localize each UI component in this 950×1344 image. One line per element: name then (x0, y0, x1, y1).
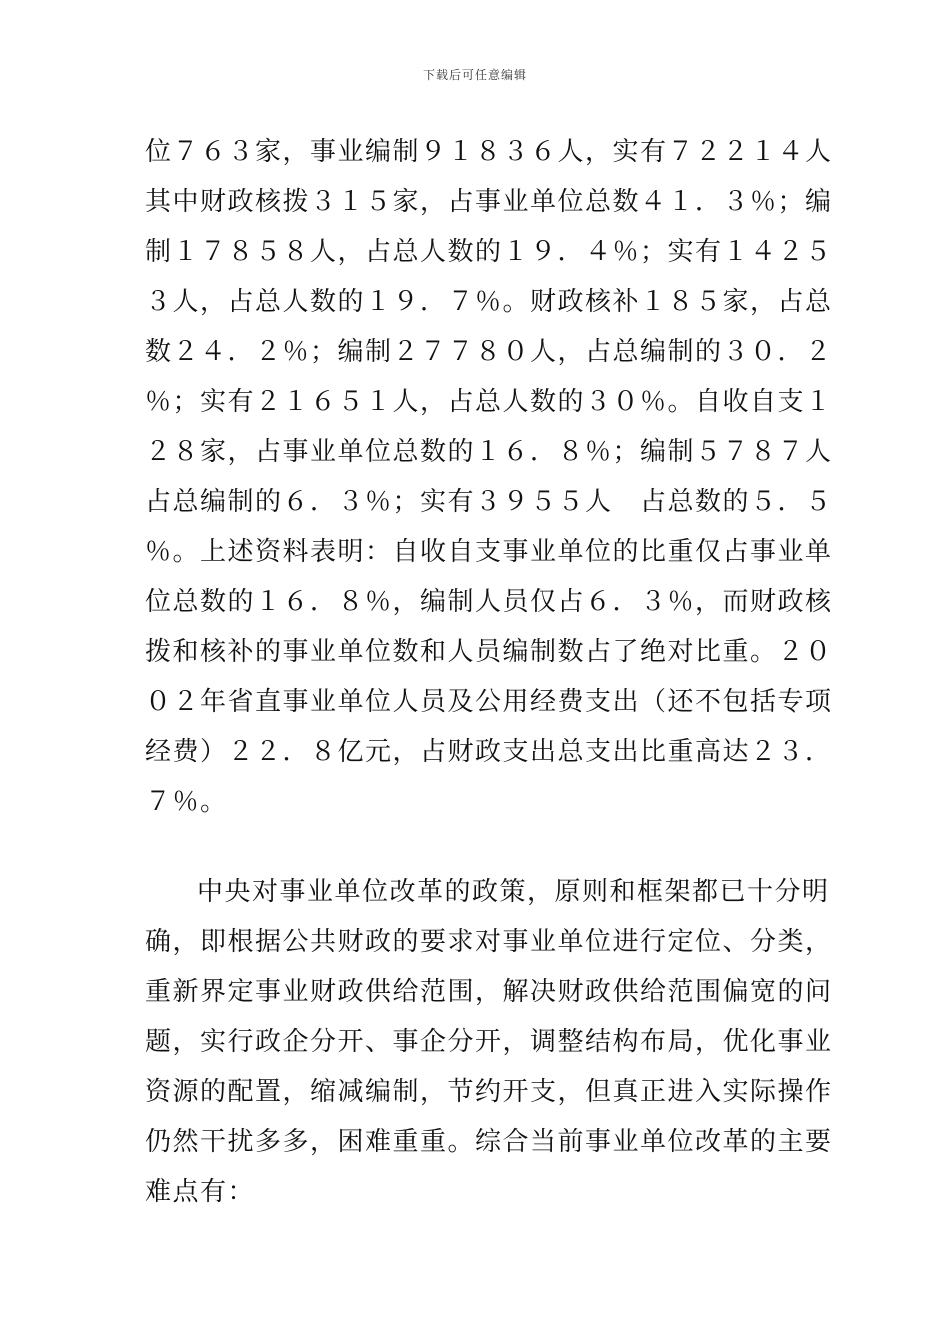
paragraph-line: 题，实行政企分开、事企分开，调整结构布局，优化事业 (145, 1027, 833, 1057)
paragraph-line: 其中财政核拨３１５家，占事业单位总数４１．３％；编 (145, 187, 833, 217)
paragraph-statistics (145, 127, 833, 827)
paragraph-reform-difficulties (145, 867, 833, 1217)
paragraph-line: ７％。 (145, 787, 228, 817)
header-note: 下载后可任意编辑 (422, 68, 527, 82)
paragraph-line: ２８家，占事业单位总数的１６．８％；编制５７８７人 (145, 437, 833, 467)
paragraph-line: 制１７８５８人，占总人数的１９．４％；实有１４２５ (145, 237, 833, 267)
paragraph-line: ３人，占总人数的１９．７％。财政核补１８５家，占总 (145, 287, 833, 317)
paragraph-line: 中央对事业单位改革的政策，原则和框架都已十分明 (197, 877, 830, 907)
paragraph-line: 仍然干扰多多，困难重重。综合当前事业单位改革的主要 (145, 1127, 833, 1157)
paragraph-line: 位７６３家，事业编制９１８３６人，实有７２２１４人 (145, 137, 833, 167)
paragraph-line: 资源的配置，缩减编制，节约开支，但真正进入实际操作 (145, 1077, 833, 1107)
paragraph-line: 位总数的１６．８％，编制人员仅占６．３％，而财政核 (145, 587, 833, 617)
paragraph-line: 占总编制的６．３％；实有３９５５人 占总数的５．５ (145, 487, 833, 517)
paragraph-line: 重新界定事业财政供给范围，解决财政供给范围偏宽的问 (145, 977, 833, 1007)
paragraph-line: 确，即根据公共财政的要求对事业单位进行定位、分类， (145, 927, 833, 957)
paragraph-line: ％。上述资料表明：自收自支事业单位的比重仅占事业单 (145, 537, 833, 567)
paragraph-line: 数２４．２％；编制２７７８０人，占总编制的３０．２ (145, 337, 833, 367)
paragraph-line: ０２年省直事业单位人员及公用经费支出（还不包括专项 (145, 687, 833, 717)
paragraph-line: ％；实有２１６５１人，占总人数的３０％。自收自支１ (145, 387, 833, 417)
paragraph-line: 经费）２２．８亿元，占财政支出总支出比重高达２３． (145, 737, 833, 767)
paragraph-line: 拨和核补的事业单位数和人员编制数占了绝对比重。２０ (145, 637, 833, 667)
paragraph-line: 难点有： (145, 1177, 256, 1207)
